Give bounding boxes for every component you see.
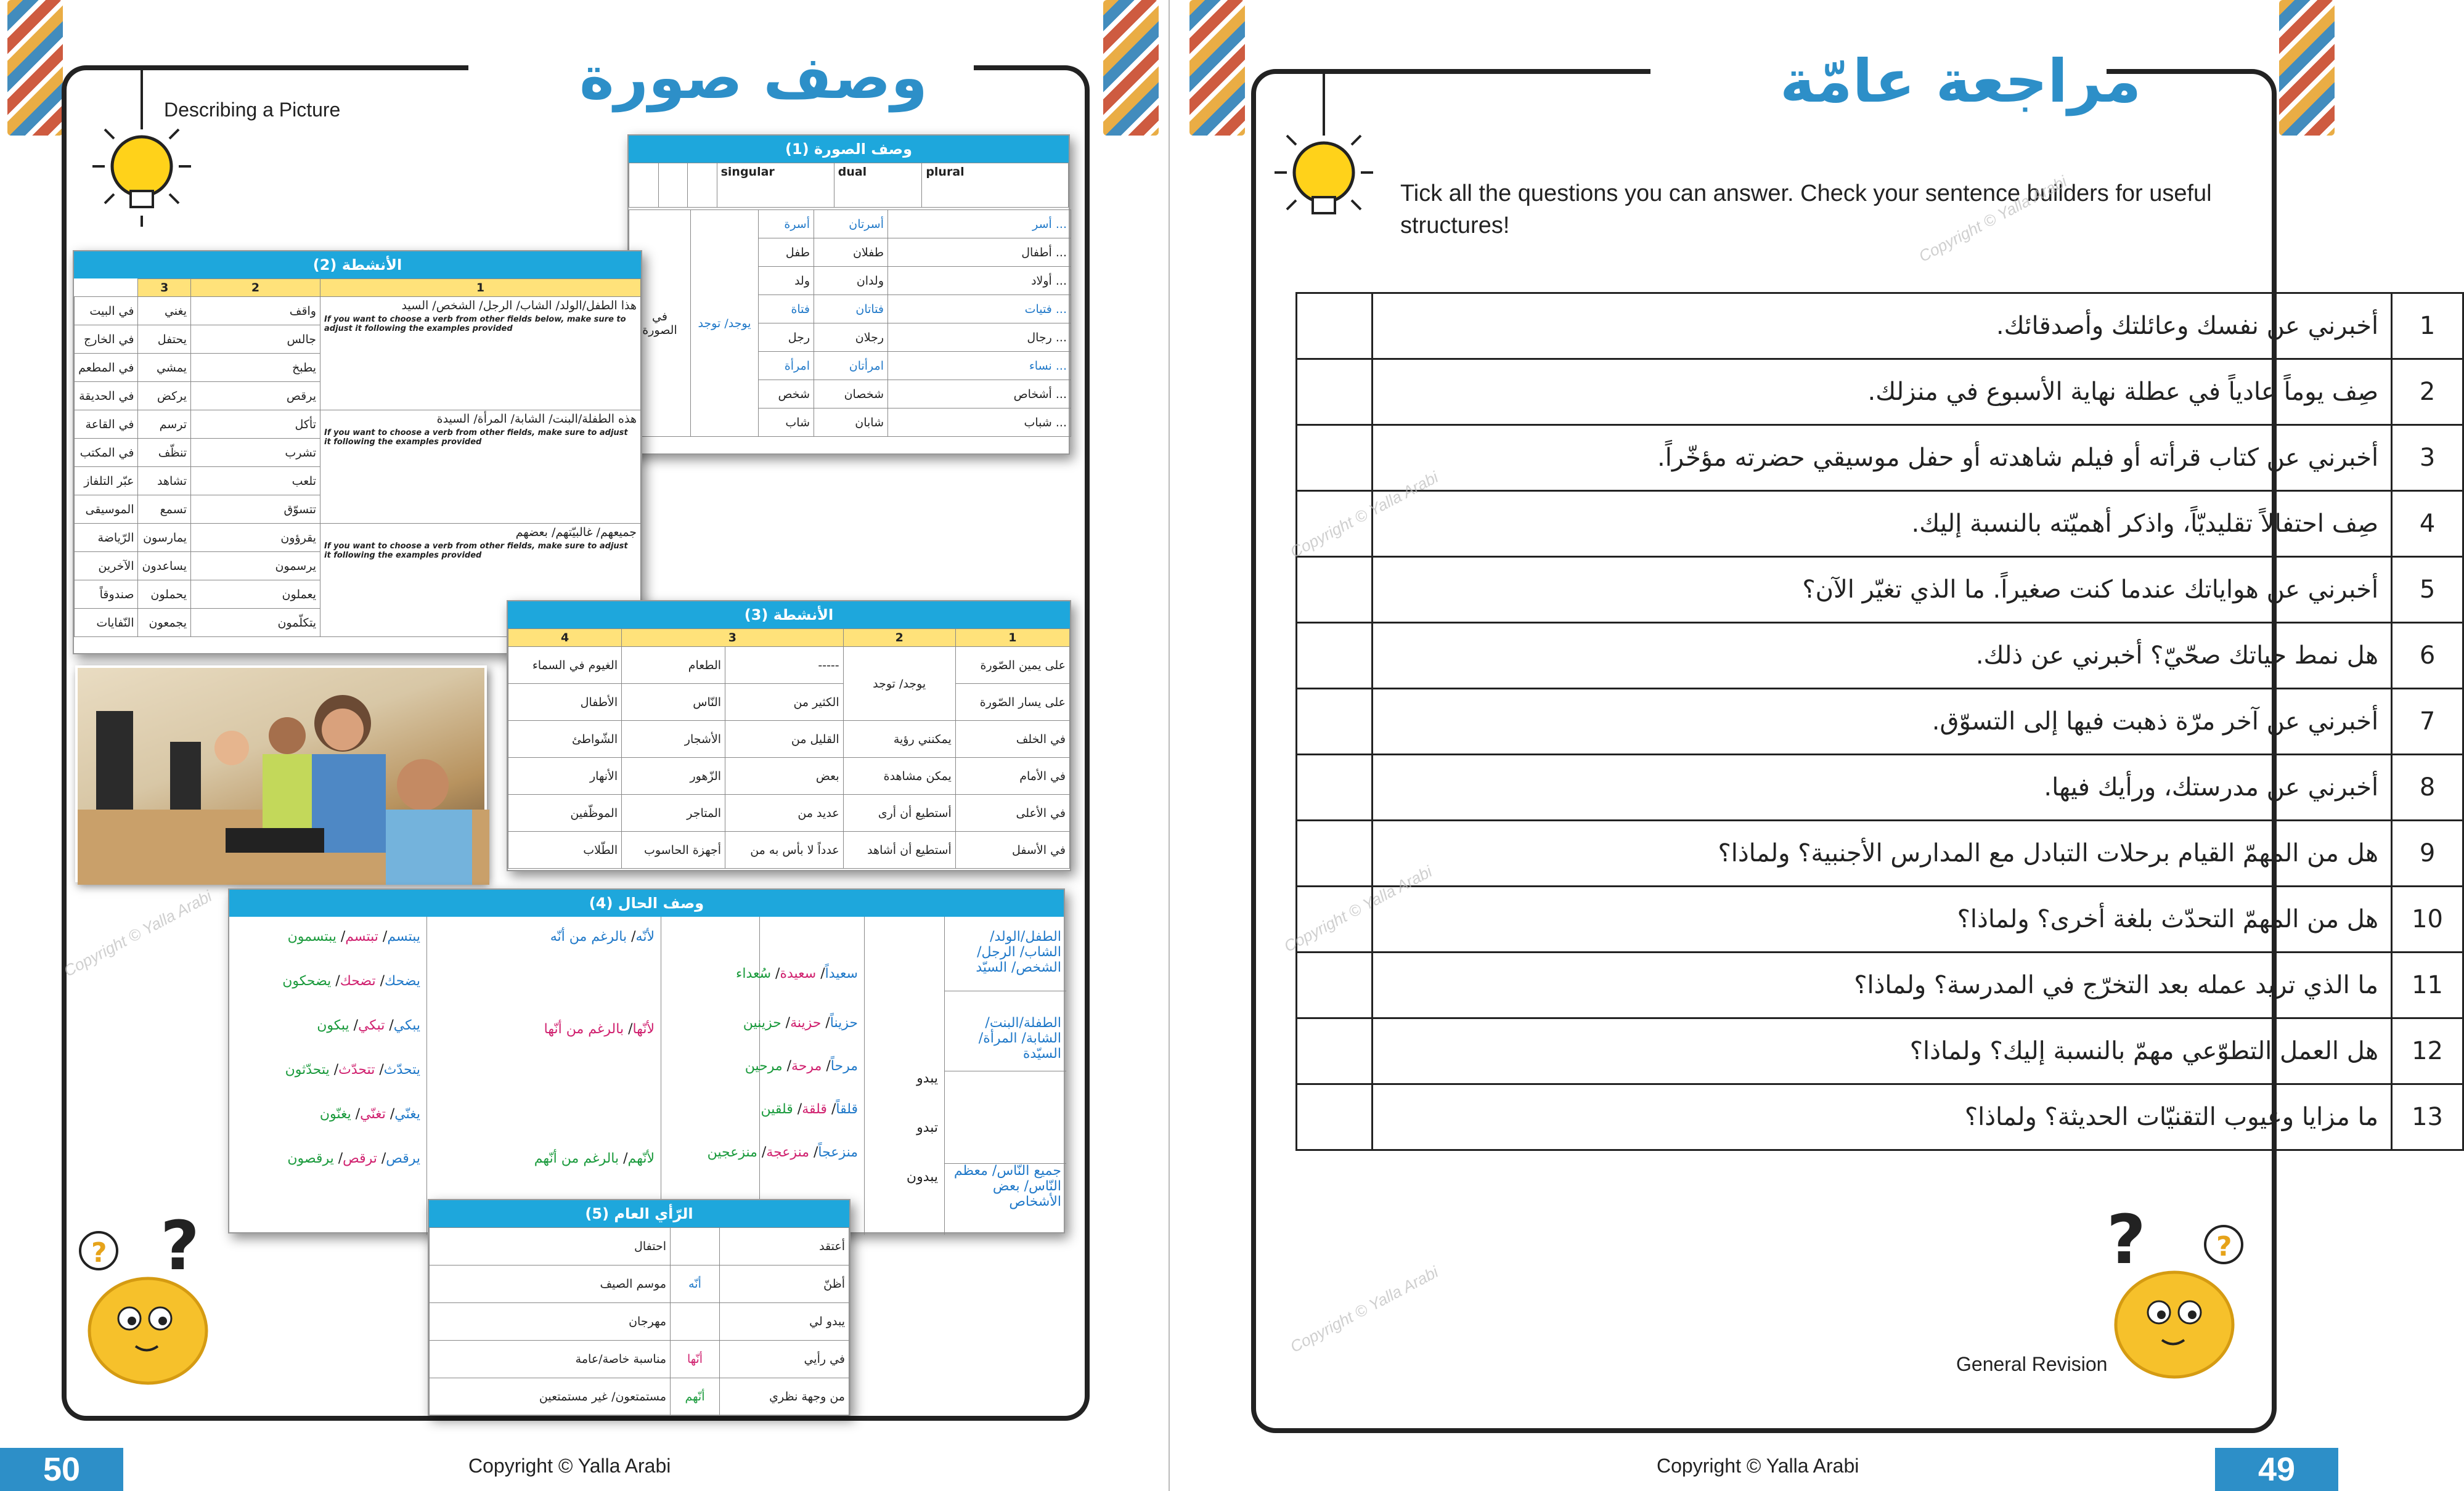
place-cell: الآخرين xyxy=(75,552,138,580)
place-cell: في المطعم xyxy=(75,354,138,382)
cell-dual: شابان xyxy=(814,408,888,437)
tick-box[interactable] xyxy=(1297,425,1373,491)
cell-dual: شخصان xyxy=(814,380,888,408)
question-text: أخبرني عن آخر مرّة ذهبت فيها إلى التسوّق. xyxy=(1373,689,2392,755)
verb-cell: يجمعون xyxy=(138,609,191,637)
cell-plural: ... فتيات xyxy=(888,295,1071,323)
adj-m: منزعجاً xyxy=(818,1145,858,1160)
tick-box[interactable] xyxy=(1297,293,1373,359)
verb-cell: يمكن مشاهدة xyxy=(843,758,955,795)
because-a: لأنّهم xyxy=(627,1151,655,1166)
cell-plural: ... أشخاص xyxy=(888,380,1071,408)
table-row xyxy=(629,210,1071,238)
complement-cell: مهرجان xyxy=(430,1303,671,1341)
cell-dual: أسرتان xyxy=(814,210,888,238)
position-cell: في الأمام xyxy=(955,758,1069,795)
subject-cell xyxy=(320,297,641,410)
divider xyxy=(944,917,945,1235)
verb-cell: يحتفل xyxy=(138,325,191,354)
noun-cell: الزّهور xyxy=(622,758,725,795)
question-row xyxy=(1297,623,2463,689)
question-row xyxy=(1297,1084,2463,1150)
quantity-cell: عدداً لا بأس به من xyxy=(725,832,844,869)
cell-dual: طفلان xyxy=(814,238,888,267)
question-number: 6 xyxy=(2392,623,2463,689)
action-p: يضحكون xyxy=(282,973,332,989)
question-text: ما الذي تريد عمله بعد التخرّج في المدرسة؟ ولماذا؟ xyxy=(1373,953,2392,1018)
subject-text: الطفلة/البنت/ الشابة/ المرأة/ السيّدة xyxy=(978,1015,1061,1062)
verb-cell: يحملون xyxy=(138,580,191,609)
because-group: لأنّها/ بالرغم من أنّها xyxy=(544,1022,655,1037)
noun-cell: الموظّفين xyxy=(508,795,622,832)
cell-singular: طفل xyxy=(759,238,814,267)
verb-text: يبدو xyxy=(916,1071,938,1086)
question-row xyxy=(1297,887,2463,953)
adj-p: قلقين xyxy=(761,1102,793,1117)
adjective-group: منزعجاً/ منزعجة/ منزعجين xyxy=(707,1145,858,1160)
card3-table xyxy=(508,628,1070,869)
noun-cell: الطعام xyxy=(622,647,725,684)
adj-f: قلقة xyxy=(802,1102,827,1117)
tick-box[interactable] xyxy=(1297,359,1373,425)
divider xyxy=(759,917,760,1235)
place-cell: في المكتب xyxy=(75,439,138,467)
verb-cell: أستطيع أن أرى xyxy=(843,795,955,832)
right-page xyxy=(1170,0,2443,1491)
cell-plural: ... أسر xyxy=(888,210,1071,238)
question-text: ما مزايا وعيوب التقنيّات الحديثة؟ ولماذا؟ xyxy=(1373,1084,2392,1150)
adj-p: حزينين xyxy=(743,1015,781,1031)
cell-plural: ... أولاد xyxy=(888,267,1071,295)
card-header: (5) الرّأي العام xyxy=(429,1200,849,1227)
action-group: يرقص/ ترقص/ يرقصون xyxy=(287,1151,420,1166)
mosaic-ornament-left xyxy=(7,0,63,136)
quantity-cell: ----- xyxy=(725,647,844,684)
cell-plural: ... رجال xyxy=(888,323,1071,352)
question-number: 10 xyxy=(2392,887,2463,953)
because-b: بالرغم من أنّه xyxy=(550,929,627,945)
question-number: 1 xyxy=(2392,293,2463,359)
place-cell: صندوقاً xyxy=(75,580,138,609)
adj-p: سُعداء xyxy=(736,966,772,981)
question-row xyxy=(1297,755,2463,821)
watermark: Copyright © Yalla Arabi xyxy=(1281,862,1435,956)
watermark: Copyright © Yalla Arabi xyxy=(60,887,215,981)
action-f: تتحدّث xyxy=(338,1062,375,1078)
classroom-photo xyxy=(75,665,487,882)
subject-note: If you want to choose a verb from other fields below, make sure to adjust it following the examples provided xyxy=(324,315,626,333)
card1-rows xyxy=(629,209,1071,437)
mosaic-ornament-right xyxy=(1189,0,1245,136)
position-cell: على يمين الصّورة xyxy=(955,647,1069,684)
verb-cell: يمكنني رؤية xyxy=(843,721,955,758)
adjective-group: حزيناً/ حزينة/ حزينين xyxy=(743,1015,858,1031)
subject-text: جميع النّاس/ معظم النّاس/ بعض الأشخاص xyxy=(953,1163,1061,1209)
tick-box[interactable] xyxy=(1297,755,1373,821)
adjective-group: سعيداً/ سعيدة/ سُعداء xyxy=(736,966,858,981)
table-row xyxy=(430,1266,849,1303)
action-group: يبكي/ تبكي/ يبكون xyxy=(317,1018,420,1033)
cell-singular: شخص xyxy=(759,380,814,408)
question-row xyxy=(1297,1018,2463,1084)
question-row xyxy=(1297,491,2463,557)
brain-mascot-icon xyxy=(2100,1200,2254,1392)
tick-box[interactable] xyxy=(1297,821,1373,887)
table-row xyxy=(430,1341,849,1378)
question-text: أخبرني عن هواياتك عندما كنت صغيراً. ما الذي تغيّر الآن؟ xyxy=(1373,557,2392,623)
adjective-group: مرحاً/ مرحة/ مرحين xyxy=(745,1058,858,1074)
side-place: في الصورة xyxy=(629,210,691,437)
verb-cell: جالس xyxy=(191,325,320,354)
tick-box[interactable] xyxy=(1297,689,1373,755)
cell-dual: رجلان xyxy=(814,323,888,352)
noun-cell: الأشجار xyxy=(622,721,725,758)
question-row xyxy=(1297,557,2463,623)
action-group: يضحك/ تضحك/ يضحكون xyxy=(282,973,420,989)
question-text: أخبرني عن مدرستك، ورأيك فيها. xyxy=(1373,755,2392,821)
adj-m: سعيداً xyxy=(825,966,858,981)
questions-table xyxy=(1295,292,2464,1151)
divider xyxy=(864,917,865,1235)
place-cell: الموسيقى xyxy=(75,495,138,524)
action-m: يبكي xyxy=(393,1018,420,1033)
svg-text:?: ? xyxy=(160,1206,200,1285)
subject-text: هذا الطفل/الولد/ الشاب/ الرجل/ الشخص/ السيد xyxy=(401,299,637,312)
card-header: (2) الأنشطة xyxy=(74,251,641,278)
left-page xyxy=(0,0,1169,1491)
table-row xyxy=(75,524,641,552)
quantity-cell: بعض xyxy=(725,758,844,795)
subject-text: جميعهم/ غالبيّتهم/ بعضهم xyxy=(515,526,637,539)
table-row xyxy=(508,795,1070,832)
noun-cell: المتاجر xyxy=(622,795,725,832)
table-row xyxy=(430,1303,849,1341)
adj-m: مرحاً xyxy=(830,1058,858,1074)
complement-cell: مناسبة خاصة/عامة xyxy=(430,1341,671,1378)
opener-cell: في رأيي xyxy=(720,1341,849,1378)
subject-text: هذه الطفلة/البنت/ الشابة/ المرأة/ السيدة xyxy=(436,412,637,426)
question-number: 12 xyxy=(2392,1018,2463,1084)
footer-label: General Revision xyxy=(1956,1353,2108,1375)
adj-p: منزعجين xyxy=(707,1145,757,1160)
mosaic-ornament-left-2 xyxy=(1103,0,1159,136)
place-cell: النّفايات xyxy=(75,609,138,637)
question-text: صِف يوماً عادياً في عطلة نهاية الأسبوع في منزلك. xyxy=(1373,359,2392,425)
verb-cell: يمارسون xyxy=(138,524,191,552)
divider xyxy=(426,917,427,1235)
question-text: هل نمط حياتك صحّيّ؟ أخبرني عن ذلك. xyxy=(1373,623,2392,689)
because-b: بالرغم من أنّها xyxy=(544,1022,624,1037)
place-cell: في القاعة xyxy=(75,410,138,439)
brain-mascot-icon xyxy=(68,1206,222,1399)
action-f: تضحك xyxy=(340,973,376,989)
verb-cell: أستطيع أن أشاهد xyxy=(843,832,955,869)
verb-cell: ترسم xyxy=(138,410,191,439)
opener-cell: أظنّ xyxy=(720,1266,849,1303)
question-row xyxy=(1297,953,2463,1018)
action-p: يغنّون xyxy=(319,1107,351,1122)
question-number: 8 xyxy=(2392,755,2463,821)
cell-dual: ولدان xyxy=(814,267,888,295)
position-cell: في الأسفل xyxy=(955,832,1069,869)
action-m: يرقص xyxy=(386,1151,420,1166)
verb-cell: تلعب xyxy=(191,467,320,495)
lightbulb-icon xyxy=(80,68,203,228)
col-num-4: 1 xyxy=(955,629,1069,647)
adj-m: حزيناً xyxy=(830,1015,858,1031)
cell-singular: رجل xyxy=(759,323,814,352)
because-b: بالرغم من أنّهم xyxy=(534,1151,619,1166)
action-group: يغنّي/ تغنّي/ يغنّون xyxy=(319,1107,420,1122)
col-num-1: 4 xyxy=(508,629,622,647)
svg-text:?: ? xyxy=(91,1237,107,1269)
mosaic-ornament-right-2 xyxy=(2279,0,2335,136)
action-f: ترقص xyxy=(343,1151,377,1166)
verb-cell: يركض xyxy=(138,382,191,410)
action-m: يتحدّث xyxy=(383,1062,420,1078)
question-row xyxy=(1297,821,2463,887)
place-cell: الرّياضة xyxy=(75,524,138,552)
question-number: 9 xyxy=(2392,821,2463,887)
noun-cell: الغيوم في السماء xyxy=(508,647,622,684)
opener-cell: يبدو لي xyxy=(720,1303,849,1341)
adj-f: منزعجة xyxy=(766,1145,809,1160)
adj-m: قلقاً xyxy=(836,1102,858,1117)
question-number: 11 xyxy=(2392,953,2463,1018)
question-text: هل العمل التطوّعي مهمّ بالنسبة إليك؟ ولماذا؟ xyxy=(1373,1018,2392,1084)
verb-cell: يطبخ xyxy=(191,354,320,382)
cell-singular: ولد xyxy=(759,267,814,295)
verb-cell: يوجد/ توجد xyxy=(843,647,955,721)
card-describing-picture xyxy=(627,134,1070,455)
noun-cell: الأنهار xyxy=(508,758,622,795)
complement-cell: احتفال xyxy=(430,1228,671,1266)
svg-text:?: ? xyxy=(2216,1231,2232,1262)
adj-p: مرحين xyxy=(745,1058,783,1074)
tick-box[interactable] xyxy=(1297,557,1373,623)
verb-cell: تنظّف xyxy=(138,439,191,467)
verb-cell: واقف xyxy=(191,297,320,325)
cell-dual: امرأتان xyxy=(814,352,888,380)
position-cell: في الخلف xyxy=(955,721,1069,758)
card-header: (4) وصف الحال xyxy=(229,890,1064,917)
table-row xyxy=(508,832,1070,869)
card5-table xyxy=(429,1227,849,1416)
card-activities-2 xyxy=(73,250,642,654)
question-text: هل من المهمّ القيام برحلات التبادل مع المدارس الأجنبية؟ ولماذا؟ xyxy=(1373,821,2392,887)
action-group: يبتسم/ تبتسم/ يبتسمون xyxy=(287,929,420,945)
table-row xyxy=(508,758,1070,795)
col-num-2: 2 xyxy=(191,279,320,297)
position-cell: على يسار الصّورة xyxy=(955,684,1069,721)
verb-cell: يرقص xyxy=(191,382,320,410)
cell-plural: ... أطفال xyxy=(888,238,1071,267)
card2-table xyxy=(74,278,641,637)
question-row xyxy=(1297,359,2463,425)
question-text: أخبرني عن كتاب قرأته أو فيلم شاهدته أو حفل موسيقي حضرته مؤخّراً. xyxy=(1373,425,2392,491)
action-f: تبتسم xyxy=(345,929,378,945)
question-text: صِف احتفالاً تقليديّاً، واذكر أهميّته بالنسبة إليك. xyxy=(1373,491,2392,557)
verb-cell: تشاهد xyxy=(138,467,191,495)
table-row xyxy=(508,721,1070,758)
tick-box[interactable] xyxy=(1297,1018,1373,1084)
noun-cell: الشّواطئ xyxy=(508,721,622,758)
tick-box[interactable] xyxy=(1297,953,1373,1018)
adj-f: سعيدة xyxy=(780,966,817,981)
action-f: تبكي xyxy=(358,1018,385,1033)
question-number: 4 xyxy=(2392,491,2463,557)
card-public-opinion xyxy=(428,1199,851,1416)
cell-singular: فتاة xyxy=(759,295,814,323)
pronoun-cell: أنّها xyxy=(671,1341,720,1378)
subject-text: الطفل/الولد/ الشاب/ الرجل/ الشخص/ السيّد xyxy=(976,929,1061,975)
action-p: يبكون xyxy=(317,1018,349,1033)
cell-singular: امرأة xyxy=(759,352,814,380)
tick-box[interactable] xyxy=(1297,623,1373,689)
col-num-1: 1 xyxy=(320,279,641,297)
quantity-cell: الكثير من xyxy=(725,684,844,721)
cell-plural: ... شباب xyxy=(888,408,1071,437)
table-row xyxy=(75,297,641,325)
question-row xyxy=(1297,293,2463,359)
card-activities-3 xyxy=(507,600,1071,871)
question-text: أخبرني عن نفسك وعائلتك وأصدقائك. xyxy=(1373,293,2392,359)
verb-cell: يقرؤون xyxy=(191,524,320,552)
subject-note: If you want to choose a verb from other fields, make sure to adjust it following the examples provided xyxy=(324,542,628,560)
card-describing-state xyxy=(228,888,1065,1233)
svg-text:?: ? xyxy=(2107,1200,2146,1279)
card1-table xyxy=(629,163,1069,208)
action-m: يضحك xyxy=(385,973,420,989)
pronoun-cell: أنّه xyxy=(671,1266,720,1303)
instruction-text: Tick all the questions you can answer. Check your sentence builders for useful structures! xyxy=(1400,181,2212,238)
place-cell: في الحديقة xyxy=(75,382,138,410)
watermark: Copyright © Yalla Arabi xyxy=(1287,1262,1442,1357)
footer-copyright: Copyright © Yalla Arabi xyxy=(468,1455,671,1477)
pronoun-cell xyxy=(671,1228,720,1266)
place-cell: عبّر التلفاز xyxy=(75,467,138,495)
verb-cell: تشرب xyxy=(191,439,320,467)
subject-note: If you want to choose a verb from other fields, make sure to adjust it following the examples provided xyxy=(324,428,628,447)
question-number: 13 xyxy=(2392,1084,2463,1150)
noun-cell: الطّلاب xyxy=(508,832,622,869)
tick-box[interactable] xyxy=(1297,1084,1373,1150)
col-plural: plural xyxy=(922,163,1069,208)
table-row xyxy=(430,1228,849,1266)
verb-cell: يرسمون xyxy=(191,552,320,580)
quantity-cell: القليل من xyxy=(725,721,844,758)
verb-cell: تتسوّق xyxy=(191,495,320,524)
page-number: 50 xyxy=(0,1448,123,1491)
question-number: 2 xyxy=(2392,359,2463,425)
verb-cell: يتكلّمون xyxy=(191,609,320,637)
position-cell: في الأعلى xyxy=(955,795,1069,832)
question-number: 5 xyxy=(2392,557,2463,623)
action-m: يبتسم xyxy=(387,929,420,945)
noun-cell: النّاس xyxy=(622,684,725,721)
col-dual: dual xyxy=(834,163,922,208)
verb-text: يبدون xyxy=(906,1169,938,1185)
table-row xyxy=(75,410,641,439)
subject-cell xyxy=(320,410,641,524)
page-number: 49 xyxy=(2215,1448,2338,1491)
col-num-3: 3 xyxy=(138,279,191,297)
because-group: لأنّهم/ بالرغم من أنّهم xyxy=(534,1151,655,1166)
because-a: لأنّها xyxy=(632,1022,655,1037)
adjective-group: قلقاً/ قلقة/ قلقين xyxy=(761,1102,858,1117)
action-m: يغنّي xyxy=(394,1107,420,1122)
watermark: Copyright © Yalla Arabi xyxy=(1287,468,1442,562)
action-p: يرقصون xyxy=(287,1151,334,1166)
footer-copyright: Copyright © Yalla Arabi xyxy=(1657,1455,1859,1477)
col-num-3: 2 xyxy=(843,629,955,647)
place-cell: في البيت xyxy=(75,297,138,325)
because-group: لأنّه/ بالرغم من أنّه xyxy=(550,929,655,945)
cell-dual: فتاتان xyxy=(814,295,888,323)
quantity-cell: عديد من xyxy=(725,795,844,832)
side-verb: يوجد/ توجد xyxy=(691,210,759,437)
cell-singular: أسرة xyxy=(759,210,814,238)
col-num-2: 3 xyxy=(622,629,844,647)
lightbulb-icon xyxy=(1262,74,1385,234)
adj-f: حزينة xyxy=(790,1015,822,1031)
page-subtitle: Describing a Picture xyxy=(164,99,341,121)
noun-cell: أجهزة الحاسوب xyxy=(622,832,725,869)
verb-cell: تأكل xyxy=(191,410,320,439)
noun-cell: الأطفال xyxy=(508,684,622,721)
question-text: هل من المهمّ التحدّث بلغة أخرى؟ ولماذا؟ xyxy=(1373,887,2392,953)
complement-cell: موسم الصيف xyxy=(430,1266,671,1303)
place-cell: في الخارج xyxy=(75,325,138,354)
table-row xyxy=(508,647,1070,684)
cell-plural: ... نساء xyxy=(888,352,1071,380)
action-group: يتحدّث/ تتحدّث/ يتحدّثون xyxy=(285,1062,420,1078)
verb-cell: يساعدون xyxy=(138,552,191,580)
table-row xyxy=(430,1378,849,1416)
action-f: تغنّي xyxy=(360,1107,386,1122)
opener-cell: أعتقد xyxy=(720,1228,849,1266)
question-number: 3 xyxy=(2392,425,2463,491)
opener-cell: من وجهة نظري xyxy=(720,1378,849,1416)
complement-cell: مستمتعون/ غير مستمتعين xyxy=(430,1378,671,1416)
verb-cell: تسمع xyxy=(138,495,191,524)
page-title: مراجعة عامّة xyxy=(1780,47,2142,116)
action-p: يتحدّثون xyxy=(285,1062,330,1078)
card-header: (1) وصف الصورة xyxy=(629,136,1069,163)
watermark: Copyright © Yalla Arabi xyxy=(1915,172,2070,266)
verb-cell: يغني xyxy=(138,297,191,325)
verb-cell: يمشي xyxy=(138,354,191,382)
pronoun-cell xyxy=(671,1303,720,1341)
question-row xyxy=(1297,425,2463,491)
cell-singular: شاب xyxy=(759,408,814,437)
pronoun-cell: أنّهم xyxy=(671,1378,720,1416)
verb-text: تبدو xyxy=(916,1120,938,1136)
action-p: يبتسمون xyxy=(287,929,337,945)
page-title: وصف صورة xyxy=(579,43,928,112)
table-row xyxy=(508,684,1070,721)
verb-cell: يعملون xyxy=(191,580,320,609)
question-number: 7 xyxy=(2392,689,2463,755)
adj-f: مرحة xyxy=(791,1058,822,1074)
question-row xyxy=(1297,689,2463,755)
card-header: (3) الأنشطة xyxy=(508,601,1070,628)
because-a: لأنّه xyxy=(635,929,655,945)
col-singular: singular xyxy=(717,163,834,208)
